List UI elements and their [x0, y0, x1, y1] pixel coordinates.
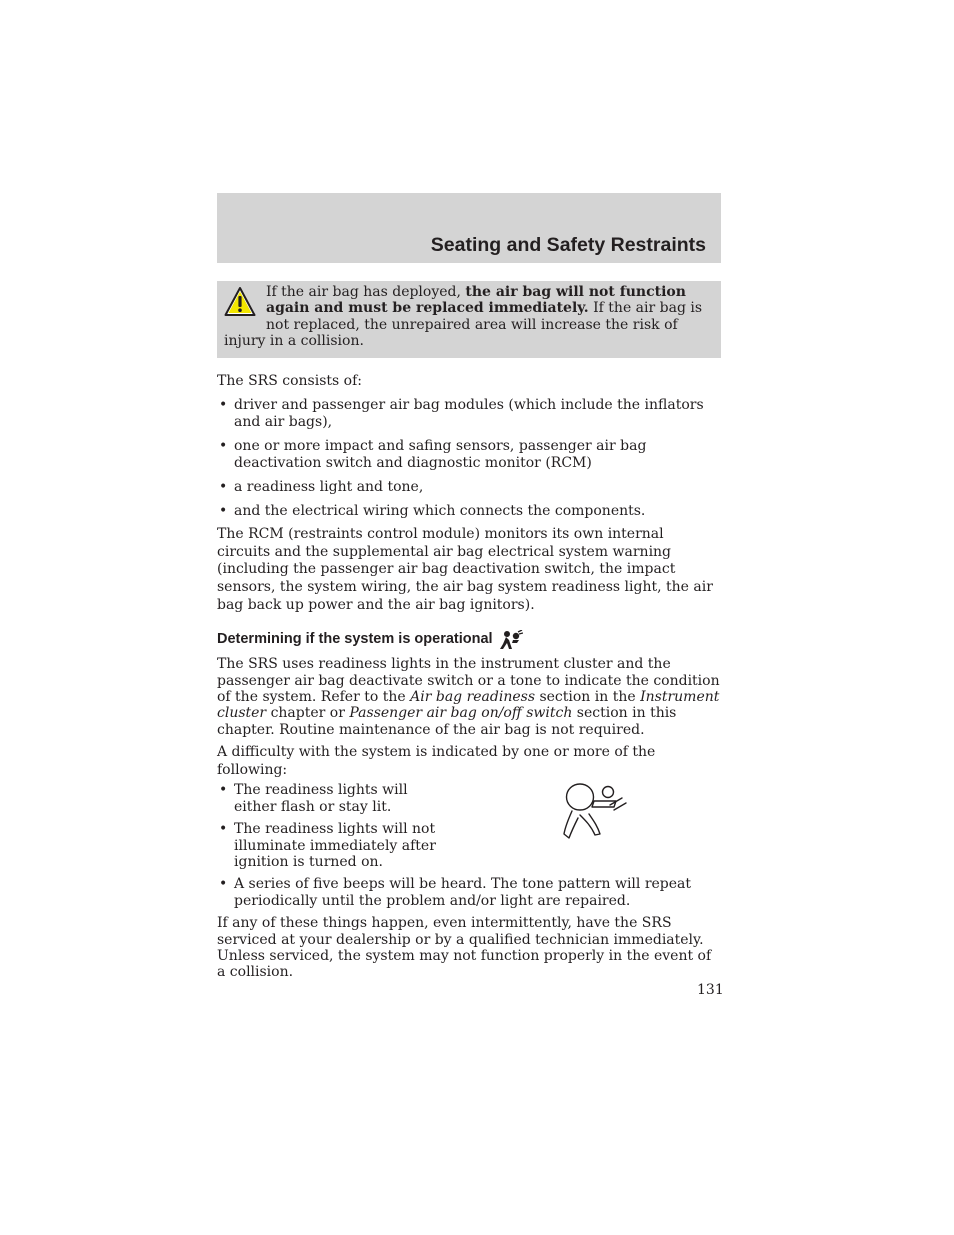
list-item: • driver and passenger air bag modules (which include the inflators and air bags),	[217, 397, 721, 432]
main-content	[217, 373, 721, 981]
page-title: Seating and Safety Restraints	[430, 234, 706, 256]
list-item: • one or more impact and safing sensors, passenger air bag deactivation switch and diagnostic monitor (RCM)	[217, 438, 721, 473]
closing-paragraph: If any of these things happen, even intermittently, have the SRS serviced at your dealership or by a qualified technician immediately. Unless serviced, the system may not function properly in the event of a collision.	[217, 915, 712, 981]
section-heading	[217, 630, 721, 650]
section-heading-text: Determining if the system is operational	[217, 631, 493, 648]
warning-box	[217, 281, 721, 358]
warning-text-bold: the air bag will not function again and must be replaced immediately.	[266, 284, 686, 317]
list-item: • and the electrical wiring which connects the components.	[217, 503, 721, 521]
difficulty-intro: A difficulty with the system is indicated by one or more of the following:	[217, 744, 656, 778]
warning-text-rest: If the air bag is not replaced, the unrepaired area will increase the risk of injury in a collision.	[224, 300, 703, 350]
airbag-symbol-icon	[562, 782, 630, 842]
warning-triangle-icon	[224, 286, 256, 318]
difficulty-section	[217, 782, 721, 909]
list-item: • A series of five beeps will be heard. The tone pattern will repeat periodically until the problem and/or light are repaired.	[217, 876, 721, 909]
airbag-indicator-icon	[499, 630, 523, 650]
rcm-paragraph: The RCM (restraints control module) monitors its own internal circuits and the supplemental air bag electrical system warning (including the passenger air bag deactivation switch, the impact sensors, the system wiring, the air bag system readiness light, the air bag back up power and the air bag ignitors).	[217, 526, 713, 613]
list-item: • a readiness light and tone,	[217, 479, 721, 497]
srs-intro: The SRS consists of:	[217, 373, 362, 389]
difficulty-list	[217, 782, 721, 870]
header-band	[217, 193, 721, 263]
page-number: 131	[697, 982, 724, 998]
srs-component-list	[217, 397, 721, 521]
difficulty-list-wide	[217, 876, 721, 909]
warning-text-intro: If the air bag has deployed,	[266, 284, 466, 300]
list-item: • The readiness lights will not illuminate immediately after ignition is turned on.	[217, 821, 449, 870]
operational-paragraph: The SRS uses readiness lights in the instrument cluster and the passenger air bag deactivate switch or a tone to indicate the condition of the system. Refer to the Air bag readiness section in the Instrument cluster chapter or Passenger air bag on/off switch section in this chapter. Routine maintenance of the air bag is not required.	[217, 656, 720, 738]
list-item: • The readiness lights will either flash or stay lit.	[217, 782, 449, 815]
